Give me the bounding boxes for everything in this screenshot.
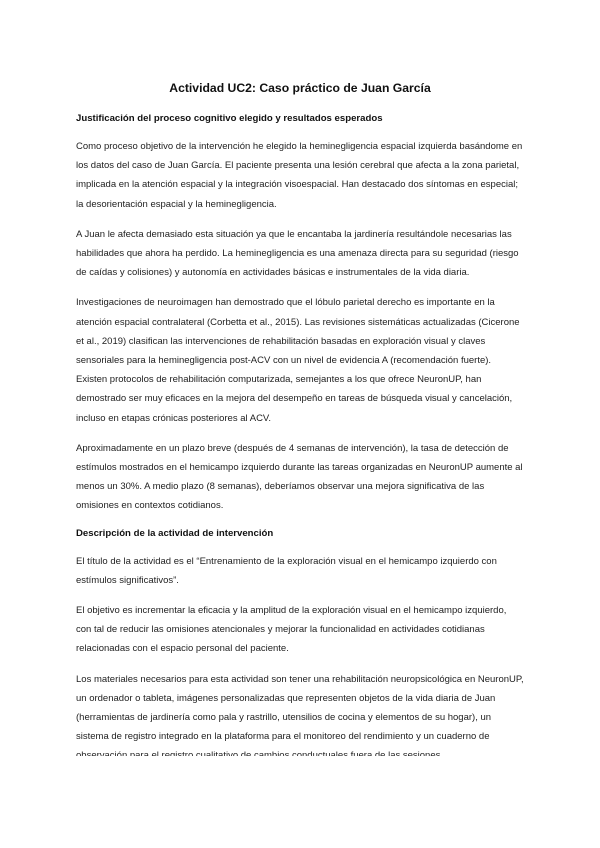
paragraph: Como proceso objetivo de la intervención he elegido la heminegligencia espacial izquierda basándome en los datos del caso de Juan García. El paciente presenta una lesión cerebral que afecta a la zona parietal, implicada en la atención espacial y la integración visoespacial. Han destacado dos síntomas en especial; la desorientación espacial y la heminegligencia.: [76, 141, 523, 210]
paragraph: El objetivo es incrementar la eficacia y la amplitud de la exploración visual en el hemicampo izquierdo, con tal de reducir las omisiones atencionales y mejorar la funcionalidad en actividades cotidianas relacionadas con el espacio personal del paciente.: [76, 605, 507, 655]
document-title: Actividad UC2: Caso práctico de Juan García: [169, 81, 431, 95]
paragraph: El título de la actividad es el “Entrenamiento de la exploración visual en el hemicampo izquierdo con estímulos significativos”.: [76, 555, 497, 586]
paragraph: Aproximadamente en un plazo breve (después de 4 semanas de intervención), la tasa de detección de estímulos mostrados en el hemicampo izquierdo durante las tareas organizadas en NeuronUP aumente al menos un 30%. A medio plazo (8 semanas), deberíamos observar una mejora significativa de las omisiones en contextos cotidianos.: [76, 442, 523, 512]
paragraph: Los materiales necesarios para esta actividad son tener una rehabilitación neuropsicológica en NeuronUP, un ordenador o tableta, imágenes personalizadas que representen objetos de la vida diaria de Juan (herramientas de jardinería como pala y rastrillo, utensilios de cocina y elementos de su hogar), un sistema de registro integrado en la plataforma para el monitoreo del rendimiento y un cuaderno de: [76, 673, 524, 743]
paragraph: A Juan le afecta demasiado esta situación ya que le encantaba la jardinería resultándole necesarias las habilidades que ahora ha perdido. La heminegligencia es una amenaza directa para su seguridad (riesgo de caídas y colisiones) y autonomía en actividades básicas e instrumentales de la vida diaria.: [76, 228, 519, 279]
page-bottom-margin: [0, 756, 600, 848]
section-heading-description: Descripción de la actividad de intervención: [76, 527, 274, 539]
section-heading-justification: Justificación del proceso cognitivo elegido y resultados esperados: [76, 113, 383, 124]
paragraph: Investigaciones de neuroimagen han demostrado que el lóbulo parietal derecho es importante en la atención espacial contralateral (Corbetta et al., 2015). Las revisiones sistemáticas actualizadas (Cicerone et al., 2019) clasifican las intervenciones de rehabilitación basadas en exploración visual y claves sensoriales para la heminegligencia post-ACV con un nivel de evidencia A (recomendación fuerte). Existen protocolos de rehabilitación computarizada, semejantes a los que ofrece NeuronUP, han demostrado ser muy eficaces en la mejora del desempeño en tareas de búsqueda visual y cancelación, incluso en etapas crónicas posteriores al ACV.: [76, 297, 520, 424]
